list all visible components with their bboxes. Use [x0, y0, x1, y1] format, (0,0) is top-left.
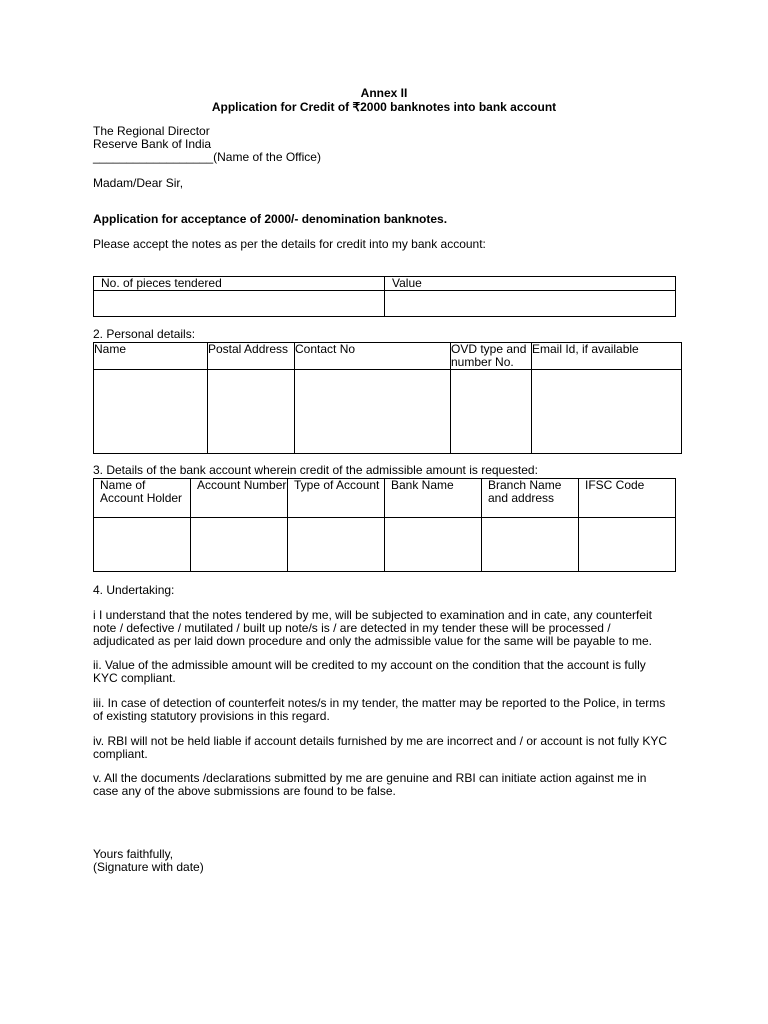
document-title: Application for Credit of ₹2000 banknotes into bank account	[211, 100, 557, 114]
bank-account-table	[93, 478, 676, 572]
bank-name-input-cell[interactable]	[385, 518, 482, 572]
address-line: __________________(Name of the Office)	[93, 150, 321, 164]
value-input-cell[interactable]	[385, 291, 676, 317]
closing-block	[93, 848, 204, 874]
annex-label: Annex II	[360, 86, 408, 100]
email-input-cell[interactable]	[532, 370, 682, 454]
pieces-value-table	[93, 276, 676, 317]
postal-address-input-cell[interactable]	[208, 370, 295, 454]
table-header-cell: Name of Account Holder	[94, 479, 191, 518]
table-header-cell: Type of Account	[288, 479, 385, 518]
table-header-cell: No. of pieces tendered	[94, 277, 385, 291]
account-holder-input-cell[interactable]	[94, 518, 191, 572]
ifsc-input-cell[interactable]	[579, 518, 676, 572]
name-input-cell[interactable]	[94, 370, 208, 454]
undertaking-item: iii. In case of detection of counterfeit notes/s in my tender, the matter may be reported to the Police, in terms of existing statutory provisions in this regard.	[93, 696, 666, 723]
address-line: Reserve Bank of India	[93, 137, 212, 151]
table-header-cell: Name	[94, 343, 208, 370]
table-header-cell: OVD type and number No.	[451, 343, 532, 370]
closing-line: Yours faithfully,	[93, 847, 174, 861]
table-header-cell: Bank Name	[385, 479, 482, 518]
branch-input-cell[interactable]	[482, 518, 579, 572]
section-3-label: 3. Details of the bank account wherein credit of the admissible amount is requested:	[93, 463, 538, 477]
ovd-input-cell[interactable]	[451, 370, 532, 454]
contact-input-cell[interactable]	[295, 370, 451, 454]
account-number-input-cell[interactable]	[191, 518, 288, 572]
table-header-cell: Contact No	[295, 343, 451, 370]
section-4-label: 4. Undertaking:	[93, 583, 175, 597]
subject-line: Application for acceptance of 2000/- denomination banknotes.	[93, 212, 448, 226]
table-header-cell: IFSC Code	[579, 479, 676, 518]
recipient-address	[93, 125, 321, 164]
signature-line: (Signature with date)	[93, 860, 204, 874]
table-header-cell: Value	[385, 277, 676, 291]
table-header-cell: Email Id, if available	[532, 343, 682, 370]
table-header-cell: Account Number	[191, 479, 288, 518]
undertaking-item: ii. Value of the admissible amount will be credited to my account on the condition that the account is fully KYC compliant.	[93, 658, 646, 685]
undertaking-item: v. All the documents /declarations submitted by me are genuine and RBI can initiate action against me in case any of the above submissions are found to be false.	[93, 771, 647, 798]
intro-text: Please accept the notes as per the details for credit into my bank account:	[93, 237, 486, 251]
section-2-label: 2. Personal details:	[93, 327, 196, 341]
salutation: Madam/Dear Sir,	[93, 176, 184, 190]
table-header-cell: Postal Address	[208, 343, 295, 370]
pieces-input-cell[interactable]	[94, 291, 385, 317]
account-type-input-cell[interactable]	[288, 518, 385, 572]
address-line: The Regional Director	[93, 124, 210, 138]
table-header-cell: Branch Name and address	[482, 479, 579, 518]
undertaking-item: i I understand that the notes tendered by me, will be subjected to examination and in cate, any counterfeit note / defective / mutilated / built up note/s is / are detected in my tender these will be processed / adjudicated as per laid down procedure and only the admissible value for the same will be payable to me.	[93, 608, 653, 648]
undertaking-item: iv. RBI will not be held liable if account details furnished by me are incorrect and / or account is not fully KYC compliant.	[93, 734, 668, 761]
personal-details-table	[93, 342, 682, 454]
